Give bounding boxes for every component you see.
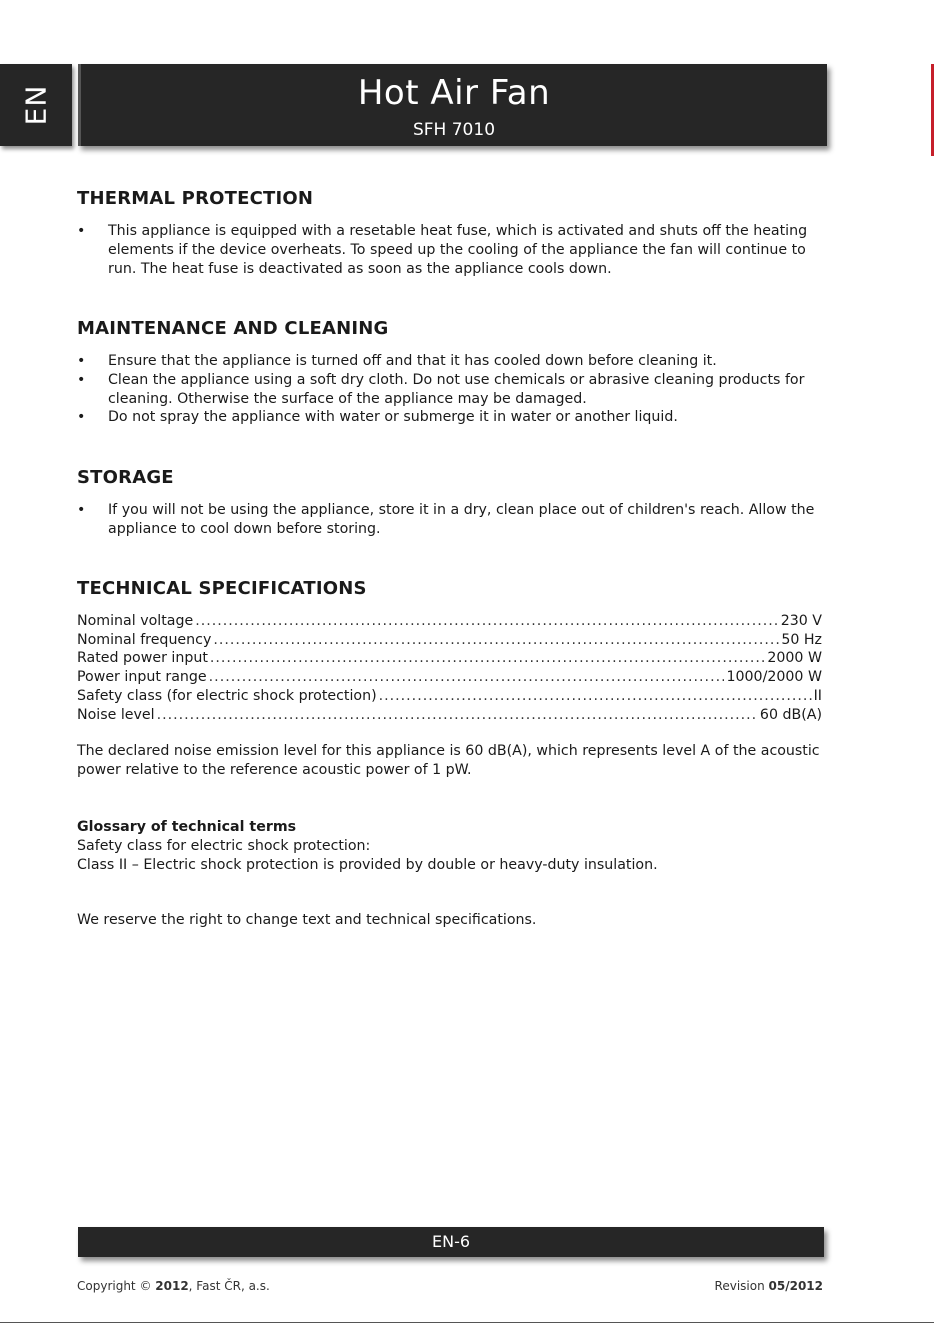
spec-label: Nominal frequency	[77, 631, 212, 648]
section-thermal	[77, 188, 822, 278]
footer-bar	[78, 1227, 824, 1257]
model-number: SFH 7010	[412, 120, 496, 140]
spec-label: Power input range	[77, 669, 207, 686]
spec-row	[77, 649, 822, 668]
copyright: Copyright © 2012, Fast ČR, a.s.	[77, 1279, 270, 1293]
header-bar	[78, 64, 827, 146]
list-item: • If you will not be using the appliance, store it in a dry, clean place out of children's reach. Allow the appliance to cool down before storing.	[77, 502, 815, 537]
glossary-definition	[77, 856, 822, 875]
dot-leader	[213, 631, 779, 650]
section-storage	[77, 467, 822, 539]
spec-row	[77, 687, 822, 706]
list-item: • Clean the appliance using a soft dry cloth. Do not use chemicals or abrasive cleaning products for cleaning. Otherwise the surface of the appliance may be damaged.	[77, 371, 805, 407]
bullet-list	[77, 222, 822, 278]
spec-value: 2000 W	[767, 650, 822, 667]
bullet-icon: •	[77, 223, 86, 239]
spec-value: 50 Hz	[781, 631, 822, 648]
bullet-icon: •	[77, 371, 86, 388]
spec-label: Rated power input	[77, 650, 208, 667]
reserve-note-block	[77, 911, 822, 930]
spec-label: Nominal voltage	[77, 613, 194, 629]
glossary-term: Class II	[77, 856, 128, 873]
spec-table	[77, 612, 822, 724]
spec-label: Noise level	[77, 706, 155, 723]
section-maintenance	[77, 318, 822, 427]
page-title: Hot Air Fan	[357, 73, 551, 113]
list-item: • Do not spray the appliance with water or submerge it in water or another liquid.	[77, 409, 678, 426]
spec-label: Safety class (for electric shock protection)	[77, 687, 377, 704]
section-heading: THERMAL PROTECTION	[77, 188, 314, 209]
dot-leader	[157, 706, 758, 725]
spec-value: 1000/2000 W	[726, 669, 822, 686]
section-specs	[77, 578, 822, 780]
dot-leader	[210, 649, 765, 668]
revision: Revision 05/2012	[714, 1279, 823, 1293]
dot-leader	[379, 687, 812, 706]
bullet-list	[77, 501, 822, 539]
spec-value: 60 dB(A)	[759, 706, 822, 723]
bullet-icon: •	[77, 353, 86, 369]
spec-row	[77, 706, 822, 725]
list-item: • This appliance is equipped with a resetable heat fuse, which is activated and shuts off the heating elements if the device overheats. To speed up the cooling of the appliance the fan will continue to run. The heat fuse is deactivated as soon as the appliance cools down.	[77, 223, 808, 277]
dot-leader	[209, 668, 725, 687]
page-number: EN-6	[431, 1232, 471, 1251]
section-heading: STORAGE	[77, 467, 174, 488]
list-item: • Ensure that the appliance is turned off and that it has cooled down before cleaning it.	[77, 353, 717, 369]
dot-leader	[195, 612, 779, 631]
section-glossary	[77, 818, 822, 874]
language-tab	[0, 64, 72, 146]
spec-row	[77, 668, 822, 687]
bullet-icon: •	[77, 409, 86, 426]
glossary-term-text: – Electric shock protection is provided by double or heavy-duty insulation.	[127, 856, 658, 873]
bottom-rule	[0, 1322, 934, 1323]
spec-row	[77, 631, 822, 650]
bullet-icon: •	[77, 502, 86, 518]
revision-value: 05/2012	[768, 1279, 823, 1293]
glossary-line: Safety class for electric shock protection:	[77, 837, 371, 854]
spec-row	[77, 612, 822, 631]
language-tab-label: EN	[19, 84, 53, 126]
spec-value: II	[813, 687, 822, 704]
section-heading: MAINTENANCE AND CLEANING	[77, 318, 389, 339]
bullet-list	[77, 352, 822, 427]
reserve-note: We reserve the right to change text and technical specifications.	[77, 912, 537, 928]
spec-value: 230 V	[780, 613, 822, 629]
section-heading: TECHNICAL SPECIFICATIONS	[77, 578, 367, 599]
noise-note: The declared noise emission level for this appliance is 60 dB(A), which represents level A of the acoustic power relative to the reference acoustic power of 1 pW.	[77, 743, 820, 779]
copyright-year: 2012	[155, 1279, 189, 1293]
glossary-heading: Glossary of technical terms	[77, 819, 297, 835]
